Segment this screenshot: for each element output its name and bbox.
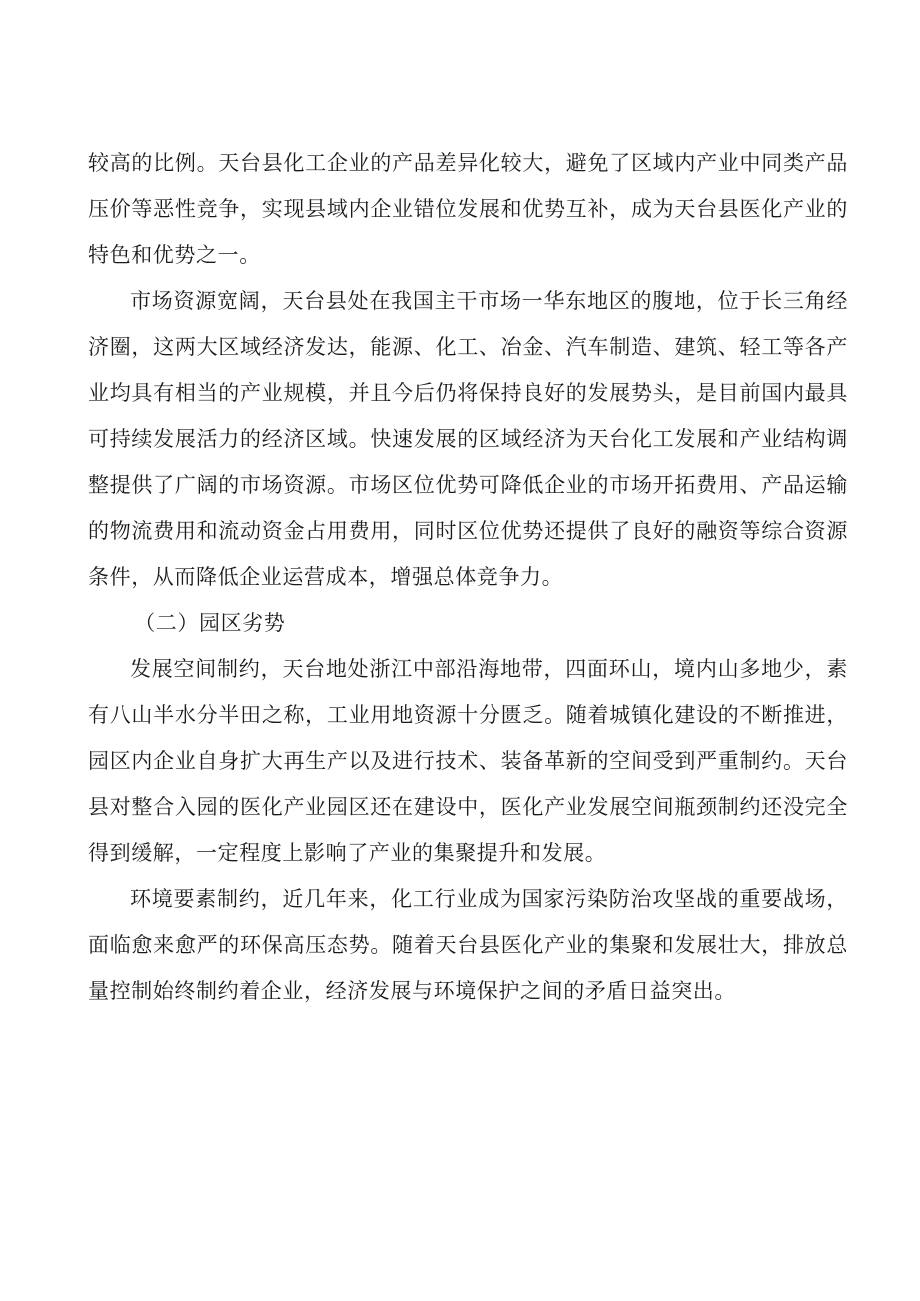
paragraph-continuation: 较高的比例。天台县化工企业的产品差异化较大，避免了区域内产业中同类产品压价等恶性竞争，实现县域内企业错位发展和优势互补，成为天台县医化产业的特色和优势之一。 <box>88 151 848 267</box>
section-heading-park-disadvantages: （二）园区劣势 <box>134 611 286 635</box>
paragraph-space-constraints: 发展空间制约，天台地处浙江中部沿海地带，四面环山，境内山多地少，素有八山半水分半田之称，工业用地资源十分匮乏。随着城镇化建设的不断推进，园区内企业自身扩大再生产以及进行技术、装备革新的空间受到严重制约。天台县对整合入园的医化产业园区还在建设中，医化产业发展空间瓶颈制约还没完全得到缓解，一定程度上影响了产业的集聚提升和发展。 <box>88 657 848 865</box>
document-body <box>88 140 848 1014</box>
paragraph-market-resources: 市场资源宽阔，天台县处在我国主干市场一华东地区的腹地，位于长三角经济圈，这两大区域经济发达，能源、化工、冶金、汽车制造、建筑、轻工等各产业均具有相当的产业规模，并且今后仍将保持良好的发展势头，是目前国内最具可持续发展活力的经济区域。快速发展的区域经济为天台化工发展和产业结构调整提供了广阔的市场资源。市场区位优势可降低企业的市场开拓费用、产品运输的物流费用和流动资金占用费用，同时区位优势还提供了良好的融资等综合资源条件，从而降低企业运营成本，增强总体竞争力。 <box>88 289 848 589</box>
paragraph-environment-constraints: 环境要素制约，近几年来，化工行业成为国家污染防治攻坚战的重要战场，面临愈来愈严的环保高压态势。随着天台县医化产业的集聚和发展壮大，排放总量控制始终制约着企业，经济发展与环境保护之间的矛盾日益突出。 <box>88 887 848 1003</box>
